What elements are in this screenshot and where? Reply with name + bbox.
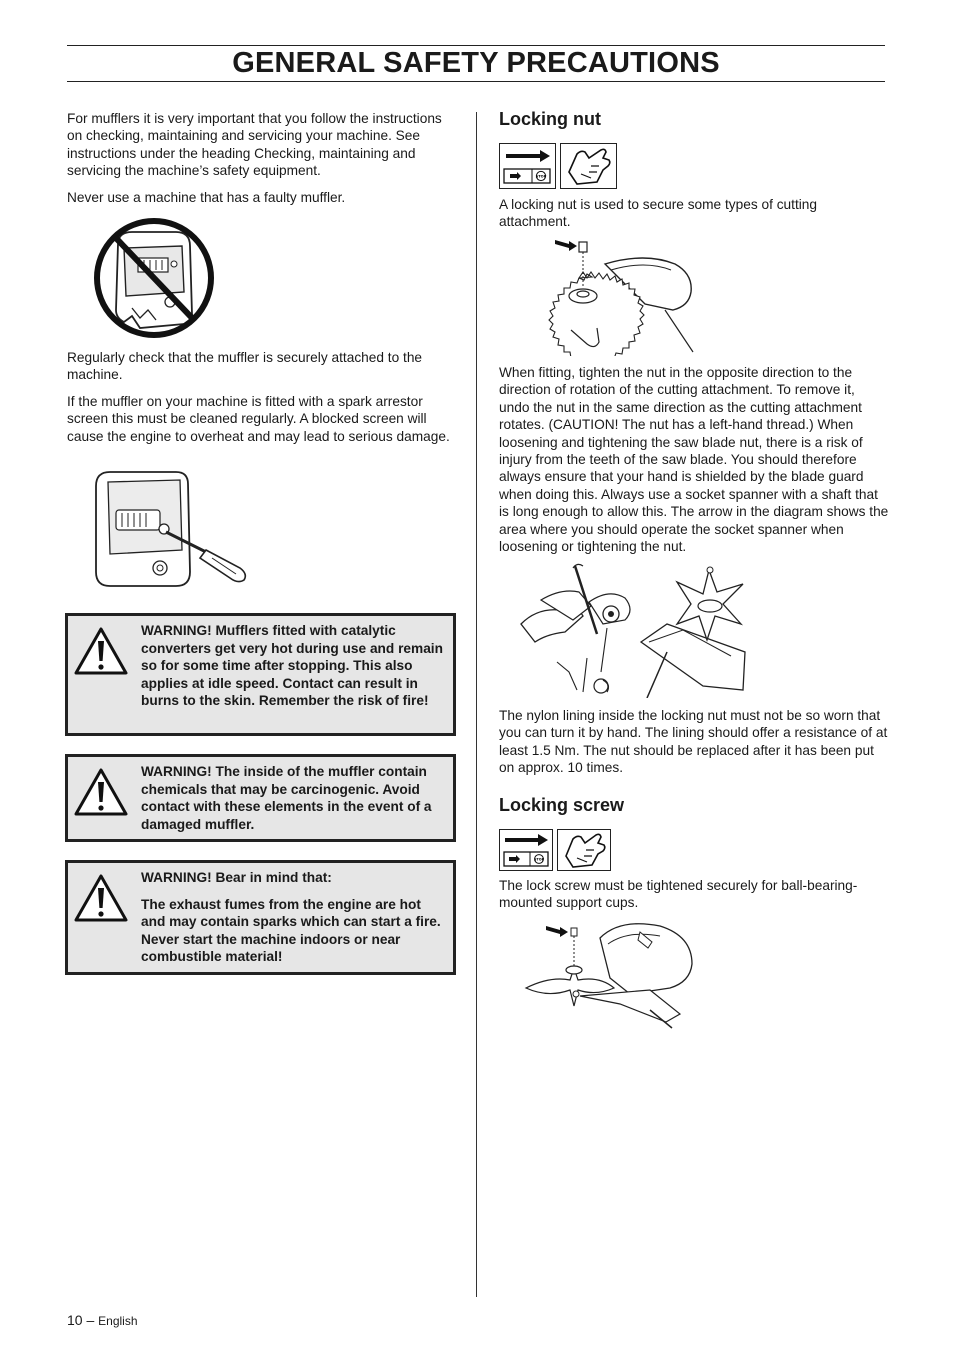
stop-label: STOP <box>535 174 547 179</box>
reference-icon-box-2 <box>499 829 553 871</box>
spark-arrestor-cleaning-illustration <box>88 468 254 592</box>
footer-language: English <box>98 1314 138 1328</box>
warning-box-exhaust <box>65 860 456 975</box>
warning-triangle-icon <box>74 626 128 676</box>
locking-nut-intro-text: A locking nut is used to secure some types of cutting attachment. <box>499 197 818 230</box>
glove-icon-box <box>560 143 617 189</box>
column-divider <box>476 112 477 1297</box>
warning-carcinogenic-text: WARNING! The inside of the muffler contain chemicals that may be carcinogenic. Avoid contact with these elements in the event of a damaged muffler. <box>141 764 432 832</box>
locking-screw-text: The lock screw must be tightened securely for ball-bearing-mounted support cups. <box>499 878 858 911</box>
locking-nut-fitting-text: When fitting, tighten the nut in the opposite direction to the direction of rotation of the cutting attachment. To remove it, undo the nut in the same direction as the cutting attachment rotates. (CAUTION! The nut has a left-hand thread.) When loosening and tightening the saw blade nut, there is a risk of injury from the teeth of the saw blade. You should therefore always ensure that your hand is shielded by the blade guard when doing this. Always use a socket spanner with a shaft that is long enough to allow this. The arrow in the diagram shows the area where you should operate the socket spanner when loosening or tightening the nut. <box>499 365 889 555</box>
book-arrow-icon <box>500 144 555 188</box>
glove-icon <box>558 830 610 870</box>
locking-nut-heading: Locking nut <box>499 109 601 129</box>
muffler-instructions-text: For mufflers it is very important that you follow the instructions on checking, maintaining and servicing your machine. See instructions under the heading Checking, maintaining and servicing the machine’s safety equipment. <box>67 111 442 179</box>
faulty-muffler-text: Never use a machine that has a faulty muffler. <box>67 190 346 205</box>
title-rule <box>67 81 885 82</box>
glove-icon <box>561 144 616 188</box>
warning-box-carcinogenic <box>65 754 456 842</box>
page-title: GENERAL SAFETY PRECAUTIONS <box>232 47 720 79</box>
book-arrow-icon <box>500 830 552 870</box>
glove-icon-box-2 <box>557 829 611 871</box>
warning-catalytic-text: WARNING! Mufflers fitted with catalytic converters get very hot during use and remain so for some time after stopping. This also applies at idle speed. Contact can result in burns to the skin. Remember the risk of fire! <box>141 623 443 709</box>
warning-box-catalytic <box>65 613 456 736</box>
warning-triangle-icon <box>74 873 128 923</box>
page-footer <box>67 1312 138 1328</box>
no-faulty-muffler-illustration <box>90 218 218 340</box>
nylon-lining-text: The nylon lining inside the locking nut must not be so worn that you can turn it by hand. The lining should offer a resistance of at least 1.5 Nm. The nut should be replaced after it has been put on approx. 10 times. <box>499 708 888 776</box>
locking-screw-heading: Locking screw <box>499 795 625 815</box>
socket-spanner-illustration <box>517 562 753 698</box>
muffler-attached-text: Regularly check that the muffler is securely attached to the machine. <box>67 350 423 383</box>
warning-bear-in-mind-text: WARNING! Bear in mind that: <box>141 870 332 885</box>
reference-icon-box <box>499 143 556 189</box>
warning-exhaust-text: The exhaust fumes from the engine are hot and may contain sparks which can start a fire. Never start the machine indoors or near combustible material! <box>141 896 441 965</box>
support-cup-screw-illustration <box>520 918 696 1030</box>
spark-arrestor-text: If the muffler on your machine is fitted with a spark arrestor screen this must be cleaned regularly. A blocked screen will cause the engine to overheat and may lead to serious damage. <box>67 394 450 444</box>
warning-triangle-icon <box>74 767 128 817</box>
saw-blade-nut-illustration <box>515 234 697 356</box>
stop-label: STOP <box>533 857 545 862</box>
page-number: 10 – <box>67 1312 95 1328</box>
